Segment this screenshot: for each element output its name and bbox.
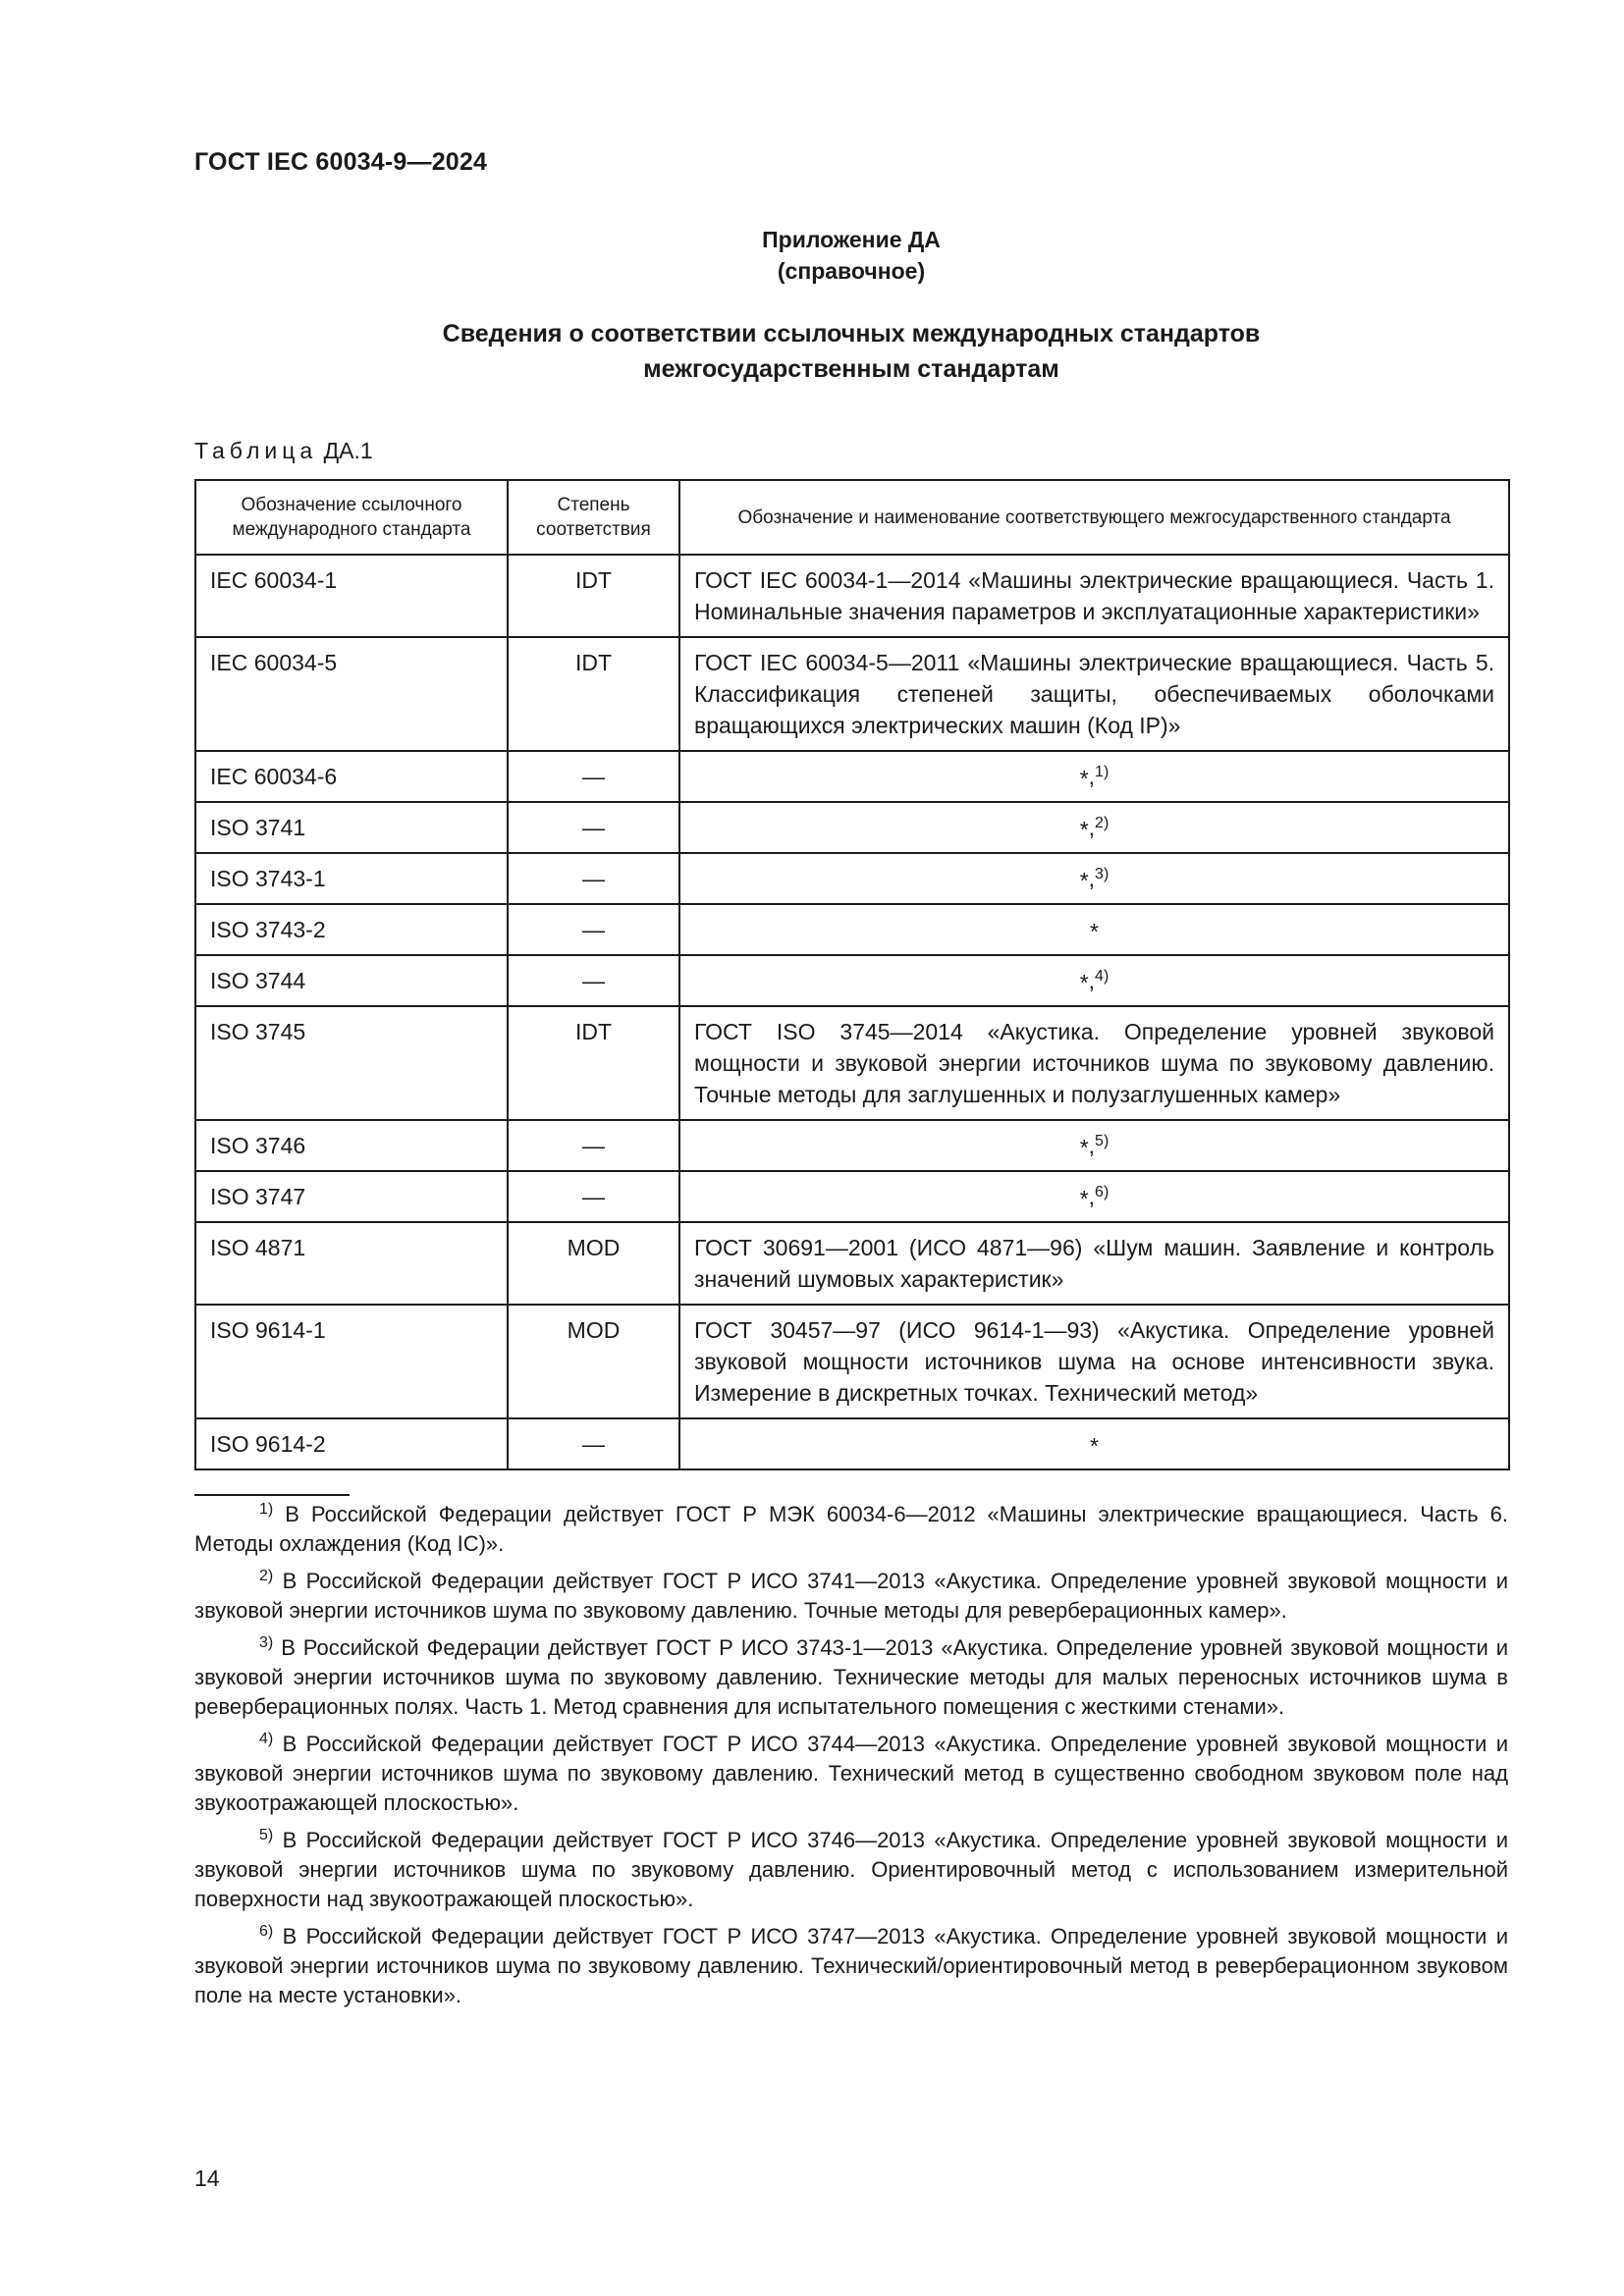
reference-standard-cell: ISO 3743-1 <box>195 853 508 904</box>
table-row <box>195 1171 1509 1222</box>
footnote-text: В Российской Федерации действует ГОСТ Р ИСО 3747—2013 «Акустика. Определение уровней звуковой мощности и звуковой энергии источников шума по звуковому давлению. Технический/ориентировочный метод в реверберационном звуковом поле на месте установки». <box>194 1924 1508 2007</box>
no-standard-mark-cell <box>679 1418 1509 1469</box>
no-standard-mark-cell <box>679 853 1509 904</box>
footnote-reference: 5) <box>1095 1133 1110 1149</box>
reference-standard-cell: IEC 60034-5 <box>195 637 508 751</box>
no-standard-mark-cell <box>679 1120 1509 1171</box>
footnote <box>194 1633 1508 1722</box>
interstate-standard-cell: ГОСТ ISO 3745—2014 «Акустика. Определение уровней звуковой мощности и звуковой энергии источников шума по звуковому давлению. Точные методы для заглушенных и полузаглушенных камер» <box>679 1006 1509 1120</box>
mark-separator: , <box>1088 764 1096 789</box>
no-standard-mark-cell <box>679 802 1509 853</box>
no-standard-asterisk: * <box>1079 1186 1089 1211</box>
column-header-degree: Степень соответствия <box>508 480 679 555</box>
table-row <box>195 904 1509 955</box>
no-standard-mark-cell <box>679 955 1509 1006</box>
table-row <box>195 955 1509 1006</box>
footnote-text: В Российской Федерации действует ГОСТ Р ИСО 3741—2013 «Акустика. Определение уровней звуковой мощности и звуковой энергии источников шума по звуковому давлению. Точные методы для реверберационных камер». <box>194 1569 1508 1623</box>
footnote-text: В Российской Федерации действует ГОСТ Р МЭК 60034-6—2012 «Машины электрические вращающиеся. Часть 6. Методы охлаждения (Код IC)». <box>194 1502 1508 1556</box>
document-id: ГОСТ IEC 60034-9—2024 <box>194 148 488 176</box>
footnote-reference: 3) <box>1095 866 1110 882</box>
degree-cell: — <box>508 1171 679 1222</box>
appendix-title: Приложение ДА <box>762 227 941 252</box>
footnote-number: 4) <box>259 1731 274 1747</box>
table-caption-word: Таблица <box>194 438 318 463</box>
table-row <box>195 637 1509 751</box>
table-row <box>195 1418 1509 1469</box>
no-standard-mark-cell <box>679 904 1509 955</box>
table-row <box>195 853 1509 904</box>
degree-cell: — <box>508 802 679 853</box>
footnote-separator <box>194 1494 350 1496</box>
section-heading-line2: межгосударственным стандартам <box>643 355 1059 383</box>
table-row <box>195 555 1509 637</box>
footnote <box>194 1922 1508 2010</box>
table-row <box>195 1006 1509 1120</box>
page-number: 14 <box>194 2165 220 2191</box>
reference-standard-cell: ISO 3741 <box>195 802 508 853</box>
footnote-text: В Российской Федерации действует ГОСТ Р ИСО 3746—2013 «Акустика. Определение уровней звуковой мощности и звуковой энергии источников шума по звуковому давлению. Ориентировочный метод с использованием измерительной поверхности над звукоотражающей плоскостью». <box>194 1828 1508 1911</box>
footnote <box>194 1826 1508 1914</box>
table-header-row <box>195 480 1509 555</box>
footnotes <box>194 1500 1508 2018</box>
reference-standard-cell: ISO 4871 <box>195 1222 508 1305</box>
table-row <box>195 1305 1509 1418</box>
table-caption-number: ДА.1 <box>323 438 373 463</box>
column-header-reference-standard: Обозначение ссылочного международного стандарта <box>195 480 508 555</box>
reference-standard-cell: ISO 9614-2 <box>195 1418 508 1469</box>
reference-standard-cell: ISO 3743-2 <box>195 904 508 955</box>
footnote-number: 6) <box>259 1923 274 1940</box>
standards-correspondence-table <box>194 479 1510 1470</box>
degree-cell: — <box>508 751 679 802</box>
footnote-number: 1) <box>259 1501 274 1518</box>
interstate-standard-cell: ГОСТ 30457—97 (ИСО 9614-1—93) «Акустика. Определение уровней звуковой мощности источников шума на основе интенсивности звука. Измерение в дискретных точках. Технический метод» <box>679 1305 1509 1418</box>
reference-standard-cell: ISO 9614-1 <box>195 1305 508 1418</box>
no-standard-asterisk: * <box>1079 970 1089 995</box>
no-standard-asterisk: * <box>1090 1433 1099 1459</box>
footnote-reference: 1) <box>1095 764 1110 780</box>
degree-cell: IDT <box>508 1006 679 1120</box>
degree-cell: MOD <box>508 1222 679 1305</box>
reference-standard-cell: ISO 3744 <box>195 955 508 1006</box>
footnote-text: В Российской Федерации действует ГОСТ Р ИСО 3744—2013 «Акустика. Определение уровней звуковой мощности и звуковой энергии источников шума по звуковому давлению. Технический метод в существенно свободном звуковом поле над звукоотражающей плоскостью». <box>194 1732 1508 1815</box>
column-header-interstate-standard: Обозначение и наименование соответствующего межгосударственного стандарта <box>679 480 1509 555</box>
no-standard-asterisk: * <box>1079 868 1089 893</box>
footnote <box>194 1500 1508 1559</box>
footnote-number: 2) <box>259 1568 274 1584</box>
mark-separator: , <box>1088 1184 1096 1209</box>
reference-standard-cell: ISO 3745 <box>195 1006 508 1120</box>
degree-cell: — <box>508 955 679 1006</box>
degree-cell: MOD <box>508 1305 679 1418</box>
degree-cell: — <box>508 904 679 955</box>
reference-standard-cell: ISO 3746 <box>195 1120 508 1171</box>
degree-cell: — <box>508 1418 679 1469</box>
reference-standard-cell: ISO 3747 <box>195 1171 508 1222</box>
footnote-reference: 6) <box>1095 1184 1110 1201</box>
appendix-subtitle: (справочное) <box>777 258 926 284</box>
reference-standard-cell: IEC 60034-6 <box>195 751 508 802</box>
no-standard-asterisk: * <box>1079 766 1089 791</box>
degree-cell: IDT <box>508 555 679 637</box>
degree-cell: — <box>508 853 679 904</box>
no-standard-asterisk: * <box>1090 919 1099 944</box>
mark-separator: , <box>1088 815 1096 840</box>
degree-cell: — <box>508 1120 679 1171</box>
appendix-title-block <box>194 224 1508 287</box>
table-row <box>195 802 1509 853</box>
mark-separator: , <box>1088 968 1096 993</box>
footnote-reference: 4) <box>1095 968 1110 985</box>
table-row <box>195 1120 1509 1171</box>
footnote-number: 5) <box>259 1827 274 1843</box>
footnote <box>194 1567 1508 1626</box>
no-standard-asterisk: * <box>1079 1135 1089 1160</box>
footnote-number: 3) <box>259 1634 274 1651</box>
mark-separator: , <box>1088 866 1096 891</box>
no-standard-asterisk: * <box>1079 817 1089 842</box>
table-row <box>195 1222 1509 1305</box>
footnote-text: В Российской Федерации действует ГОСТ Р ИСО 3743-1—2013 «Акустика. Определение уровней звуковой мощности и звуковой энергии источников шума по звуковому давлению. Технические методы для малых переносных источников шума в реверберационных полях. Часть 1. Метод сравнения для испытательного помещения с жесткими стенами». <box>194 1635 1508 1719</box>
table-caption <box>194 438 373 464</box>
no-standard-mark-cell <box>679 751 1509 802</box>
interstate-standard-cell: ГОСТ 30691—2001 (ИСО 4871—96) «Шум машин. Заявление и контроль значений шумовых характеристик» <box>679 1222 1509 1305</box>
no-standard-mark-cell <box>679 1171 1509 1222</box>
footnote <box>194 1730 1508 1818</box>
reference-standard-cell: IEC 60034-1 <box>195 555 508 637</box>
degree-cell: IDT <box>508 637 679 751</box>
mark-separator: , <box>1088 1133 1096 1158</box>
footnote-reference: 2) <box>1095 815 1110 831</box>
section-heading-line1: Сведения о соответствии ссылочных международных стандартов <box>442 320 1261 347</box>
table-body <box>195 555 1509 1469</box>
interstate-standard-cell: ГОСТ IEC 60034-5—2011 «Машины электрические вращающиеся. Часть 5. Классификация степеней защиты, обеспечиваемых оболочками вращающихся электрических машин (Код IP)» <box>679 637 1509 751</box>
table-row <box>195 751 1509 802</box>
interstate-standard-cell: ГОСТ IEC 60034-1—2014 «Машины электрические вращающиеся. Часть 1. Номинальные значения параметров и эксплуатационные характеристики» <box>679 555 1509 637</box>
section-heading <box>194 316 1508 387</box>
